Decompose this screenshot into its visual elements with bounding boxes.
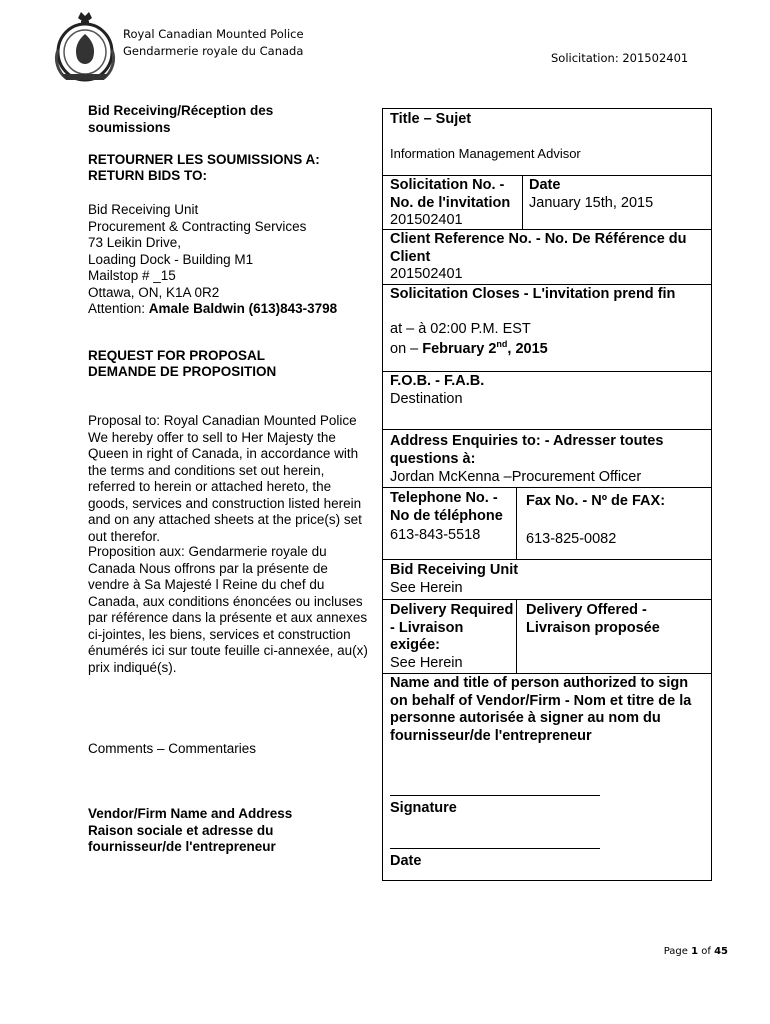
proposal-text-fr: Proposition aux: Gendarmerie royale du Canada Nous offrons par la présente de vendre à Sa Majesté l Reine du chef du Canada, aux conditions énoncées ou incluses par référence dans la présente et aux annexes ci-jointes, les biens, services et construction énumérés ici sur toute feuille ci-annexée, au(x) prix indiqué(s). [88, 544, 368, 675]
solicitation-header: Solicitation: 201502401 [551, 51, 689, 65]
attention-line [88, 301, 378, 318]
fob-label: F.O.B. - F.A.B. [390, 373, 485, 389]
delivery-required-label: Delivery Required - Livraison exigée: [390, 602, 514, 653]
return-address [88, 202, 378, 318]
address-line: Mailstop # _15 [88, 268, 176, 283]
address-line: Ottawa, ON, K1A 0R2 [88, 284, 220, 300]
proposal-text-en: Proposal to: Royal Canadian Mounted Police We hereby offer to sell to Her Majesty the Queen in right of Canada, in accordance with the terms and conditions set out herein, referred to herein or attached hereto, the goods, services and construction listed herein and on any attached sheets at the price(s) set out therefor. [88, 413, 362, 544]
bid-receiving-unit-value: See Herein [390, 580, 463, 596]
authorized-signer-label: Name and title of person authorized to sign on behalf of Vendor/Firm - Nom et titre de la personne autorisée à signer au nom du fournisseur/de l'entrepreneur [390, 675, 692, 744]
rcmp-crest-logo [52, 10, 118, 84]
title-label: Title – Sujet [390, 111, 472, 127]
address-line: Loading Dock - Building M1 [88, 251, 254, 267]
closing-date-main: February 2 [422, 341, 497, 357]
fax-value: 613-825-0082 [526, 531, 617, 547]
enquiries-contact: Jordan McKenna –Procurement Officer [390, 469, 642, 485]
date-label: Date [529, 177, 561, 193]
name-title-line [390, 795, 600, 796]
solicitation-no-label: Solicitation No. - No. de l'invitation [390, 177, 511, 211]
address-line: 73 Leikin Drive, [88, 235, 182, 250]
page-of: of [698, 946, 715, 957]
attention-contact: Amale Baldwin (613)843-3798 [148, 301, 338, 316]
fax-label: Fax No. - Nº de FAX: [526, 493, 666, 509]
attention-label: Attention: [88, 301, 149, 316]
bid-receiving-title: Bid Receiving/Réception des soumissions [88, 103, 274, 135]
date-sign-label: Date [390, 853, 422, 869]
closing-date [390, 341, 548, 359]
page-total: 45 [714, 946, 728, 957]
date-value: January 15th, 2015 [529, 195, 654, 211]
org-name-fr: Gendarmerie royale du Canada [123, 44, 304, 58]
closing-time: at – à 02:00 P.M. EST [390, 321, 531, 337]
solicitation-info-box [382, 108, 712, 881]
rfp-title-fr: DEMANDE DE PROPOSITION [88, 364, 277, 379]
delivery-required-value: See Herein [390, 655, 463, 671]
rfp-title-en: REQUEST FOR PROPOSAL [88, 348, 266, 363]
delivery-offered-label: Delivery Offered - Livraison proposée [526, 602, 660, 636]
bid-receiving-unit-label: Bid Receiving Unit [390, 562, 519, 578]
enquiries-label: Address Enquiries to: - Adresser toutes questions à: [390, 433, 664, 467]
page-current: 1 [691, 946, 699, 957]
page-number [664, 944, 728, 961]
title-value: Information Management Advisor [390, 146, 581, 161]
fob-value: Destination [390, 391, 463, 407]
client-reference-label: Client Reference No. - No. De Référence du Client [390, 231, 687, 265]
address-line: Procurement & Contracting Services [88, 218, 307, 234]
telephone-value: 613-843-5518 [390, 527, 481, 543]
address-line: Bid Receiving Unit [88, 202, 199, 217]
vendor-firm-label: Vendor/Firm Name and Address Raison sociale et adresse du fournisseur/de l'entrepreneur [88, 806, 293, 854]
rfp-title-fr-wrap [88, 364, 378, 381]
org-name-en: Royal Canadian Mounted Police [123, 27, 304, 41]
return-bids-fr: RETOURNER LES SOUMISSIONS A: [88, 152, 320, 167]
telephone-label: Telephone No. - No de téléphone [390, 490, 503, 524]
solicitation-closes-label: Solicitation Closes - L'invitation prend fin [390, 286, 676, 302]
client-reference-value: 201502401 [390, 266, 463, 282]
solicitation-no-value: 201502401 [390, 212, 463, 228]
signature-line [390, 848, 600, 849]
page-prefix: Page [663, 946, 692, 957]
closing-date-prefix: on – [390, 341, 423, 357]
return-bids-en: RETURN BIDS TO: [88, 168, 208, 183]
comments-label: Comments – Commentaries [88, 741, 257, 756]
signature-label: Signature [390, 800, 457, 816]
closing-date-suffix: nd [496, 339, 508, 350]
closing-date-year: , 2015 [507, 341, 548, 357]
